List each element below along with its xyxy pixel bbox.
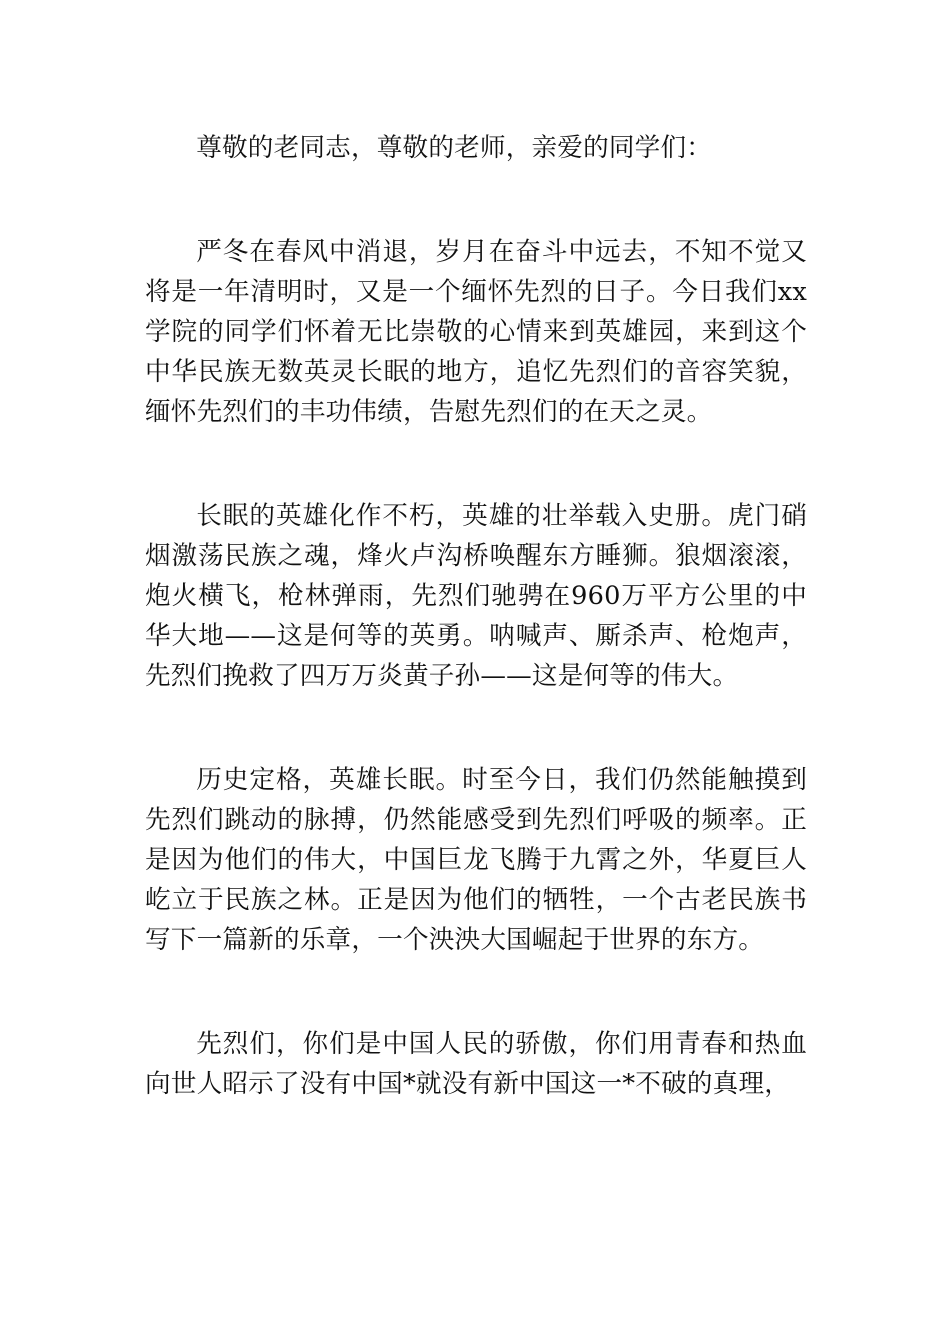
salutation-paragraph: 尊敬的老同志，尊敬的老师，亲爱的同学们： [196,133,713,163]
body-paragraph-2: 长眠的英雄化作不朽，英雄的壮举载入史册。虎门硝烟激荡民族之魂，烽火卢沟桥唤醒东方睡狮。狼烟滚滚，炮火横飞，枪林弹雨，先烈们驰骋在960万平方公里的中华大地——这是何等的英勇。呐喊声、厮杀声、枪炮声，先烈们挽救了四万万炎黄子孙——这是何等的伟大。 [145,501,807,691]
body-paragraph-1: 严冬在春风中消退，岁月在奋斗中远去，不知不觉又将是一年清明时，又是一个缅怀先烈的日子。今日我们xx学院的同学们怀着无比崇敬的心情来到英雄园，来到这个中华民族无数英灵长眠的地方，追忆先烈们的音容笑貌，缅怀先烈们的丰功伟绩，告慰先烈们的在天之灵。 [145,237,807,427]
document-page [145,128,807,1104]
body-paragraph-4: 先烈们，你们是中国人民的骄傲，你们用青春和热血向世人昭示了没有中国*就没有新中国这一*不破的真理， [145,1029,807,1099]
body-paragraph-3: 历史定格，英雄长眠。时至今日，我们仍然能触摸到先烈们跳动的脉搏，仍然能感受到先烈们呼吸的频率。正是因为他们的伟大，中国巨龙飞腾于九霄之外，华夏巨人屹立于民族之林。正是因为他们的牺牲，一个古老民族书写下一篇新的乐章，一个泱泱大国崛起于世界的东方。 [145,765,807,955]
